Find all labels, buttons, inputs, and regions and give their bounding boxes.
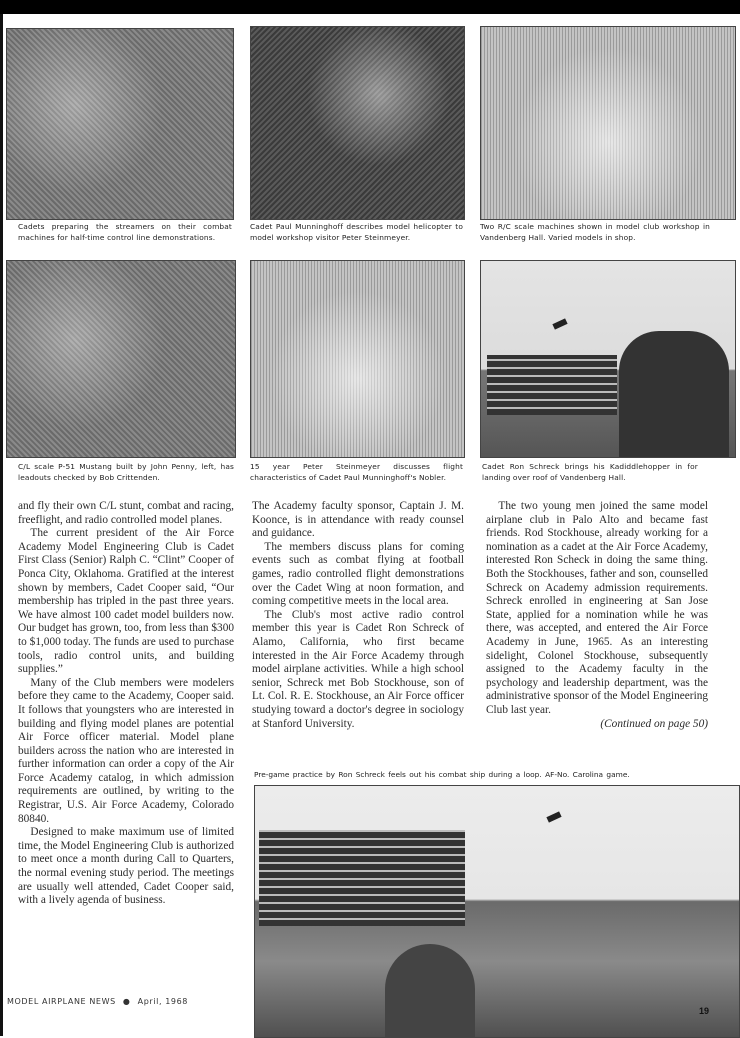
caption-helicopter: Cadet Paul Munninghoff describes model helicopter to model workshop visitor Peter Steinmeyer. — [250, 222, 463, 242]
article-column-3 — [486, 500, 708, 731]
photo-kadiddlehopper — [480, 260, 736, 458]
publication-name: MODEL AIRPLANE NEWS — [7, 997, 116, 1006]
stadium-press-box — [259, 830, 465, 926]
issue-date: April, 1968 — [137, 997, 189, 1006]
article-paragraph: The members discuss plans for coming events such as combat flying at football games, radio controlled flight demonstrations over the Cadet Wing at noon formation, and coming competitive meets in the local area. — [252, 540, 464, 608]
photo-p51-mustang — [6, 260, 236, 458]
building-vandenberg-hall — [487, 355, 617, 415]
photo-pregame-practice — [254, 785, 740, 1038]
article-paragraph: The current president of the Air Force Academy Model Engineering Club is Cadet First Class (Senior) Ralph C. “Clint” Cooper of Ponca City, Oklahoma. Gratified at the interest shown by members, Cadet Cooper said, “Our membership has tripled in the past three years. We have almost 100 cadet model builders now. Our budget has grown, too, from less than $300 to $1,000 today. The funds are used to purchase tools, radio control units, and building supplies.” — [18, 527, 234, 676]
page-left-border — [0, 14, 3, 1036]
photo-nobler — [250, 260, 465, 458]
article-column-1 — [18, 500, 234, 908]
caption-kadiddlehopper: Cadet Ron Schreck brings his Kadiddlehopper in for landing over roof of Vandenberg Hall. — [482, 462, 698, 482]
caption-nobler: 15 year Peter Steinmeyer discusses flight characteristics of Cadet Paul Munninghoff's Nobler. — [250, 462, 463, 482]
combat-model-plane — [546, 811, 561, 822]
continued-link[interactable]: (Continued on page 50) — [600, 717, 708, 730]
caption-cadets-streamers: Cadets preparing the streamers on their combat machines for half-time control line demonstrations. — [18, 222, 232, 242]
model-plane — [552, 318, 567, 329]
continued-note — [486, 718, 708, 732]
article-column-2 — [252, 500, 464, 731]
photo-cadets-streamers — [6, 28, 234, 220]
article-paragraph: The two young men joined the same model airplane club in Palo Alto and became fast friends. Rod Stockhouse, already working for a nomination as a cadet at the Air Force Academy, interested Ron Scheck in doing the same thing. Both the Stockhouses, father and son, counselled Schreck on Academy admission requirements. Schreck enrolled in engineering at San Jose State, applied for a nomination while he was there, was accepted, and entered the Air Force Academy in June, 1965. As an interesting sidelight, Colonel Stockhouse, subsequently assigned to the Academy faculty in the psychology and leadership department, was the administrative sponsor of the Model Engineering Club last year. — [486, 500, 708, 716]
cadet-silhouette — [619, 331, 729, 457]
article-paragraph: and fly their own C/L stunt, combat and racing, freeflight, and radio controlled model planes. — [18, 500, 234, 526]
caption-pregame-practice: Pre-game practice by Ron Schreck feels out his combat ship during a loop. AF-No. Carolina game. — [254, 770, 630, 779]
page-number: 19 — [699, 1006, 710, 1016]
page-footer — [7, 997, 188, 1006]
photo-rc-scale — [480, 26, 736, 220]
article-paragraph: Designed to make maximum use of limited time, the Model Engineering Club is authorized to meet once a month during Call to Quarters, the normal evening study period. The meetings are usually well attended, Cadet Cooper said, with a lively agenda of business. — [18, 826, 234, 907]
spectator-silhouette — [385, 944, 475, 1037]
photo-helicopter — [250, 26, 465, 220]
footer-bullet: ● — [122, 997, 131, 1006]
caption-p51-mustang: C/L scale P-51 Mustang built by John Penny, left, has leadouts checked by Bob Crittenden. — [18, 462, 234, 482]
article-paragraph: The Academy faculty sponsor, Captain J. M. Koonce, is in attendance with ready counsel and guidance. — [252, 500, 464, 540]
article-paragraph: Many of the Club members were modelers before they came to the Academy, Cooper said. It follows that youngsters who are interested in building and flying model planes are potential Air Force officer material. Model plane builders across the nation who are interested in further information can order a copy of the Air Force Academy catalog, in which admission requirements are outlined, by writing to the Registrar, U.S. Air Force Academy, Colorado 80840. — [18, 676, 234, 825]
page-top-border — [0, 0, 740, 14]
caption-rc-scale: Two R/C scale machines shown in model club workshop in Vandenberg Hall. Varied models in shop. — [480, 222, 710, 242]
article-paragraph: The Club's most active radio control member this year is Cadet Ron Schreck of Alamo, California, who first became interested in the Air Force Academy through model airplane activities. While a high school senior, Schreck met Bob Stockhouse, son of Lt. Col. R. E. Stockhouse, an Air Force officer studying toward a doctor's degree in sociology at Stanford University. — [252, 608, 464, 730]
